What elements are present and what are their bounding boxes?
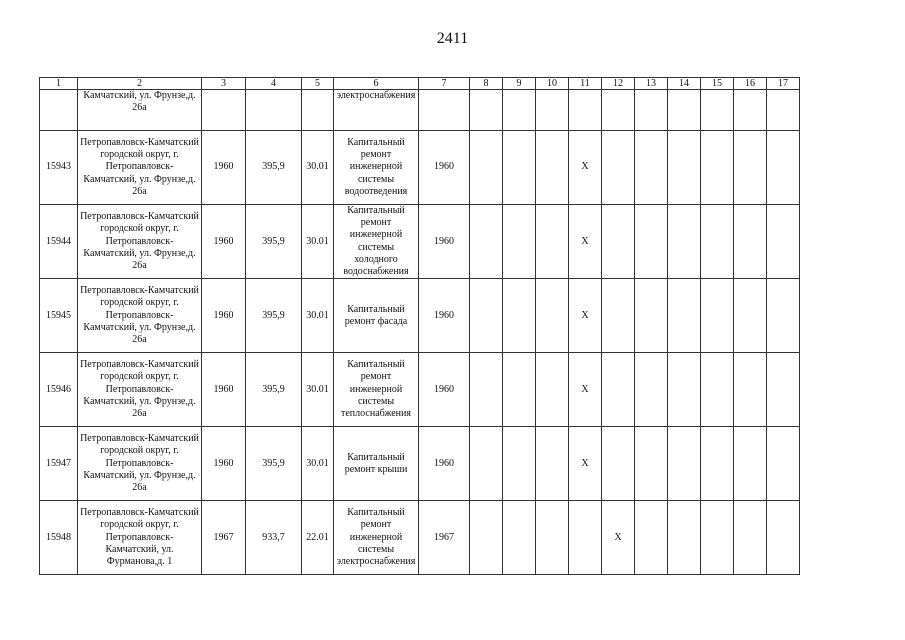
table-row [40, 279, 800, 353]
cell-address: Петропавловск-Камчатский городской округ, г. Петропавловск-Камчатский, ул. Фурманова,д. 1 [78, 501, 202, 575]
cell-code: 22.01 [302, 501, 334, 575]
cell-address: Камчатский, ул. Фрунзе,д. 26а [78, 90, 202, 131]
cell-empty [503, 427, 536, 501]
cell-empty [767, 279, 800, 353]
cell-area: 395,9 [246, 427, 302, 501]
cell-id: 15946 [40, 353, 78, 427]
cell-year2 [419, 90, 470, 131]
cell-year: 1960 [202, 131, 246, 205]
column-header: 17 [767, 78, 800, 90]
column-header: 15 [701, 78, 734, 90]
cell-empty [470, 427, 503, 501]
cell-empty [767, 427, 800, 501]
column-header: 3 [202, 78, 246, 90]
cell-year: 1967 [202, 501, 246, 575]
cell-empty [734, 501, 767, 575]
column-header: 4 [246, 78, 302, 90]
cell-address: Петропавловск-Камчатский городской округ, г. Петропавловск-Камчатский, ул. Фрунзе,д. 26а [78, 279, 202, 353]
column-header: 14 [668, 78, 701, 90]
cell-col11: Х [569, 205, 602, 279]
cell-empty [470, 90, 503, 131]
cell-col11 [569, 90, 602, 131]
cell-empty [734, 427, 767, 501]
data-rows [40, 131, 800, 575]
cell-work: Капитальный ремонт инженерной системы холодного водоснабжения [334, 205, 419, 279]
cell-empty [503, 90, 536, 131]
cell-work: Капитальный ремонт крыши [334, 427, 419, 501]
cell-empty [635, 353, 668, 427]
cell-empty [635, 501, 668, 575]
cell-empty [734, 279, 767, 353]
cell-year: 1960 [202, 353, 246, 427]
cell-year2: 1960 [419, 427, 470, 501]
cell-empty [701, 353, 734, 427]
cell-empty [470, 353, 503, 427]
cell-work: Капитальный ремонт фасада [334, 279, 419, 353]
cell-empty [668, 205, 701, 279]
cell-col11: Х [569, 279, 602, 353]
cell-empty [470, 205, 503, 279]
column-header: 5 [302, 78, 334, 90]
table-row [40, 131, 800, 205]
column-header: 1 [40, 78, 78, 90]
column-header: 13 [635, 78, 668, 90]
cell-code: 30.01 [302, 205, 334, 279]
cell-work: Капитальный ремонт инженерной системы теплоснабжения [334, 353, 419, 427]
cell-year: 1960 [202, 205, 246, 279]
cell-year: 1960 [202, 279, 246, 353]
column-header: 12 [602, 78, 635, 90]
cell-empty [503, 205, 536, 279]
header-row [40, 78, 800, 90]
column-header: 6 [334, 78, 419, 90]
cell-id: 15944 [40, 205, 78, 279]
table-row [40, 501, 800, 575]
cell-id: 15947 [40, 427, 78, 501]
cell-empty [701, 501, 734, 575]
cell-empty [701, 205, 734, 279]
cell-empty [668, 353, 701, 427]
table-row [40, 427, 800, 501]
column-header: 11 [569, 78, 602, 90]
cell-empty [734, 90, 767, 131]
cell-empty [470, 279, 503, 353]
cell-empty [767, 90, 800, 131]
cell-year2: 1960 [419, 131, 470, 205]
cell-year [202, 90, 246, 131]
cell-id: 15943 [40, 131, 78, 205]
cell-empty [734, 205, 767, 279]
cell-empty [536, 90, 569, 131]
cell-empty [536, 501, 569, 575]
cell-empty [503, 131, 536, 205]
cell-empty [701, 131, 734, 205]
cell-work: Капитальный ремонт инженерной системы водоотведения [334, 131, 419, 205]
cell-year2: 1960 [419, 279, 470, 353]
cell-empty [767, 205, 800, 279]
column-header: 16 [734, 78, 767, 90]
cell-empty [701, 279, 734, 353]
table-row [40, 353, 800, 427]
cell-address: Петропавловск-Камчатский городской округ, г. Петропавловск-Камчатский, ул. Фрунзе,д. 26а [78, 205, 202, 279]
cell-id [40, 90, 78, 131]
column-header: 10 [536, 78, 569, 90]
cell-empty [470, 131, 503, 205]
cell-empty [536, 353, 569, 427]
cell-empty [635, 427, 668, 501]
cell-address: Петропавловск-Камчатский городской округ, г. Петропавловск-Камчатский, ул. Фрунзе,д. 26а [78, 353, 202, 427]
cell-empty [503, 279, 536, 353]
cell-empty [503, 353, 536, 427]
cell-empty [734, 353, 767, 427]
column-header: 9 [503, 78, 536, 90]
cell-empty [668, 279, 701, 353]
cell-empty [701, 90, 734, 131]
cell-empty [668, 131, 701, 205]
cell-area: 395,9 [246, 131, 302, 205]
cell-col12 [602, 279, 635, 353]
cell-col11: Х [569, 353, 602, 427]
cell-col12: Х [602, 501, 635, 575]
cell-empty [668, 427, 701, 501]
cell-area: 395,9 [246, 205, 302, 279]
cell-empty [536, 279, 569, 353]
cell-work: электроснабжения [334, 90, 419, 131]
cell-area: 395,9 [246, 279, 302, 353]
cell-code: 30.01 [302, 353, 334, 427]
cell-empty [767, 501, 800, 575]
cell-empty [635, 279, 668, 353]
cell-col12 [602, 427, 635, 501]
cell-empty [701, 427, 734, 501]
cell-id: 15948 [40, 501, 78, 575]
cell-col12 [602, 131, 635, 205]
column-header: 7 [419, 78, 470, 90]
cell-code [302, 90, 334, 131]
cell-area: 933,7 [246, 501, 302, 575]
cell-col12 [602, 205, 635, 279]
cell-address: Петропавловск-Камчатский городской округ, г. Петропавловск-Камчатский, ул. Фрунзе,д. 26а [78, 131, 202, 205]
cell-empty [635, 131, 668, 205]
cell-empty [767, 131, 800, 205]
cell-year2: 1967 [419, 501, 470, 575]
cell-year: 1960 [202, 427, 246, 501]
cell-empty [668, 501, 701, 575]
page-number: 2411 [436, 30, 469, 47]
cell-year2: 1960 [419, 353, 470, 427]
cell-area [246, 90, 302, 131]
cell-area: 395,9 [246, 353, 302, 427]
column-header: 8 [470, 78, 503, 90]
cell-col12 [602, 353, 635, 427]
registry-table [39, 77, 800, 575]
cell-empty [503, 501, 536, 575]
cell-col11 [569, 501, 602, 575]
cell-empty [767, 353, 800, 427]
cell-empty [536, 205, 569, 279]
column-header: 2 [78, 78, 202, 90]
cell-code: 30.01 [302, 279, 334, 353]
cell-work: Капитальный ремонт инженерной системы электроснабжения [334, 501, 419, 575]
cell-col11: Х [569, 131, 602, 205]
cell-empty [635, 90, 668, 131]
table-row [40, 205, 800, 279]
cell-empty [470, 501, 503, 575]
cell-col12 [602, 90, 635, 131]
continuation-row [40, 90, 800, 131]
cell-empty [536, 131, 569, 205]
cell-id: 15945 [40, 279, 78, 353]
cell-empty [635, 205, 668, 279]
cell-col11: Х [569, 427, 602, 501]
cell-empty [536, 427, 569, 501]
cell-empty [734, 131, 767, 205]
cell-empty [668, 90, 701, 131]
cell-code: 30.01 [302, 131, 334, 205]
cell-year2: 1960 [419, 205, 470, 279]
cell-code: 30.01 [302, 427, 334, 501]
cell-address: Петропавловск-Камчатский городской округ, г. Петропавловск-Камчатский, ул. Фрунзе,д. 26а [78, 427, 202, 501]
